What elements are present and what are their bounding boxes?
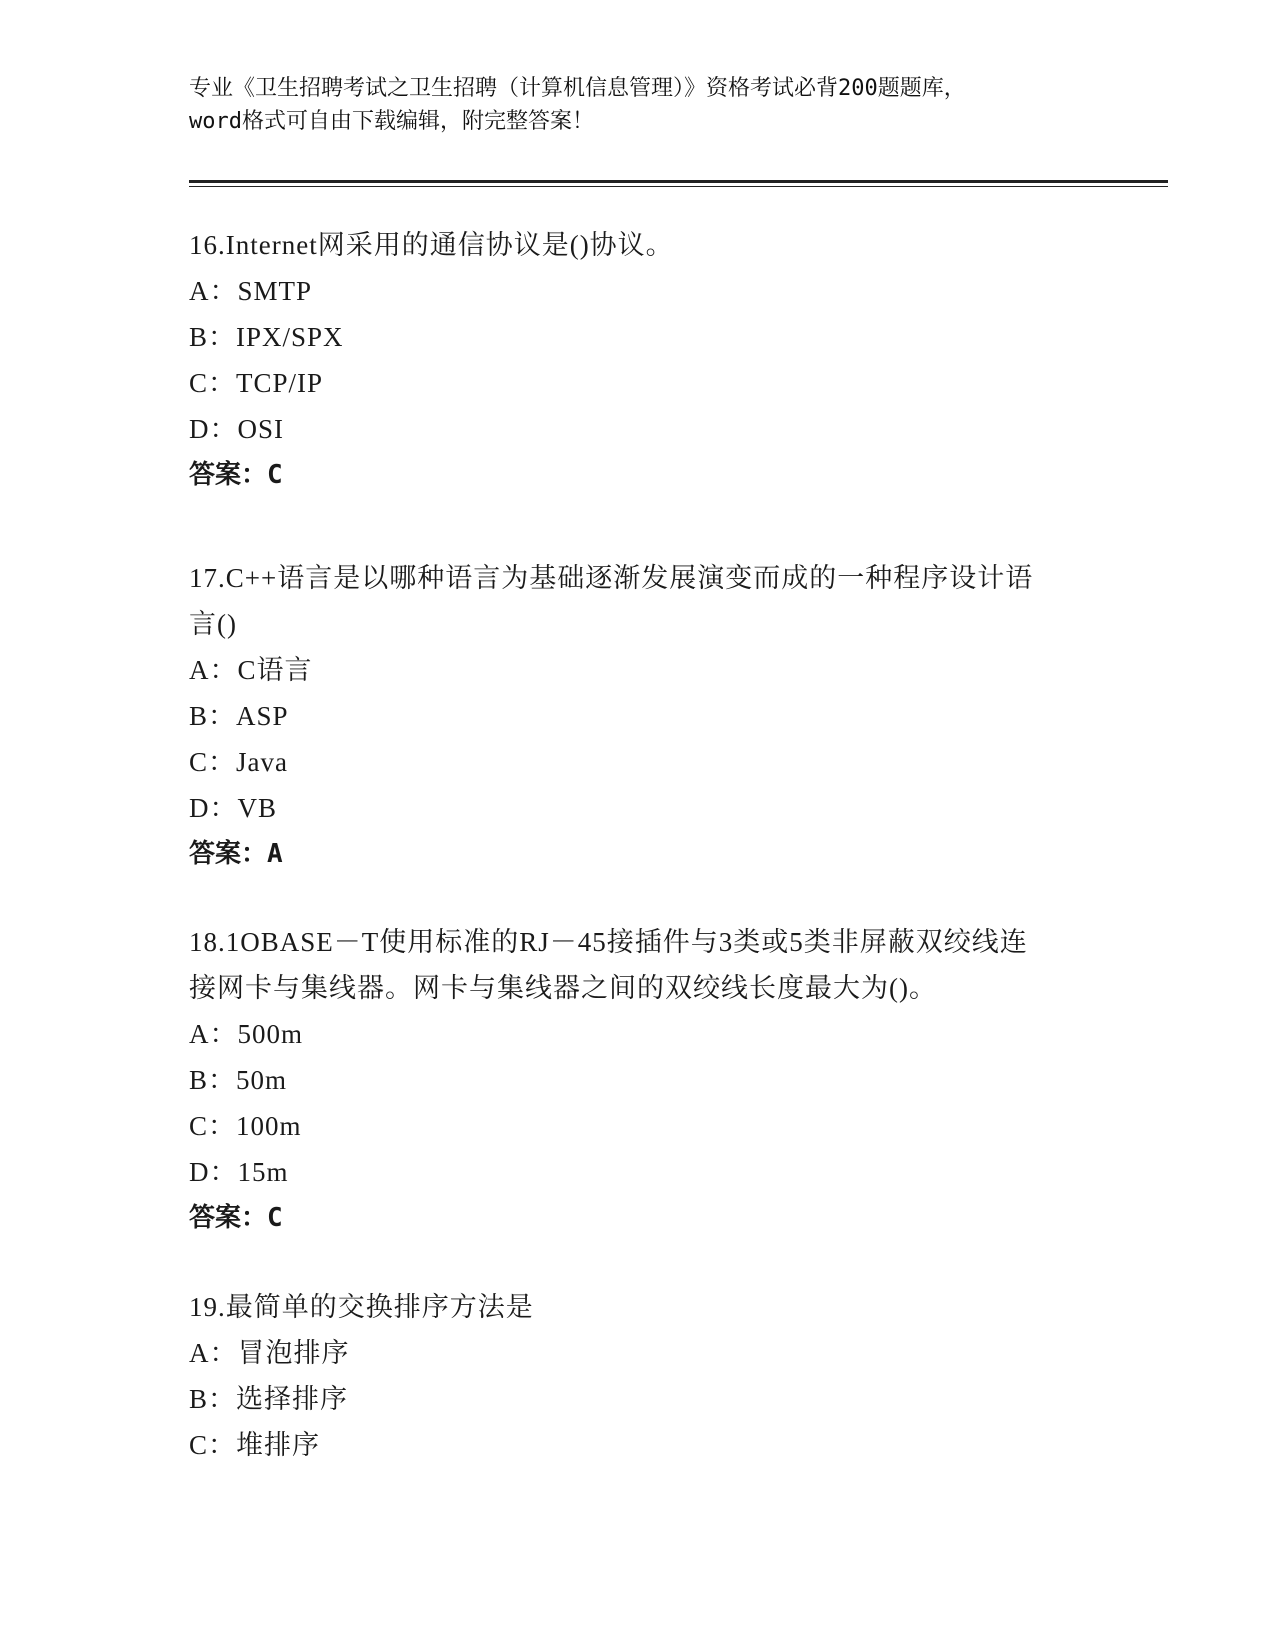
- option-a: A：冒泡排序: [189, 1338, 350, 1368]
- option-c: C：Java: [189, 747, 288, 777]
- question-17: [189, 555, 1089, 877]
- option-a: A：SMTP: [189, 276, 313, 306]
- question-stem-line-2: 言(): [189, 609, 237, 639]
- question-stem: 16.Internet网采用的通信协议是()协议。: [189, 230, 674, 260]
- question-19: [189, 1284, 1089, 1468]
- option-c: C：堆排序: [189, 1430, 321, 1460]
- question-stem-line-2: 接网卡与集线器。网卡与集线器之间的双绞线长度最大为()。: [189, 973, 937, 1003]
- option-d: D：VB: [189, 793, 278, 823]
- answer: 答案：C: [189, 1203, 283, 1233]
- header-line-1: 专业《卫生招聘考试之卫生招聘（计算机信息管理）》资格考试必背200题题库，: [189, 76, 966, 101]
- question-stem: 19.最简单的交换排序方法是: [189, 1292, 534, 1322]
- option-c: C：TCP/IP: [189, 368, 324, 398]
- answer: 答案：A: [189, 839, 283, 869]
- option-a: A：C语言: [189, 655, 313, 685]
- option-c: C：100m: [189, 1111, 302, 1141]
- document-header: [189, 72, 1089, 138]
- option-b: B：ASP: [189, 701, 289, 731]
- option-b: B：IPX/SPX: [189, 322, 344, 352]
- option-a: A：500m: [189, 1019, 303, 1049]
- header-line-2: word格式可自由下载编辑，附完整答案！: [189, 109, 594, 134]
- option-d: D：OSI: [189, 414, 285, 444]
- option-b: B：50m: [189, 1065, 288, 1095]
- answer: 答案：C: [189, 460, 283, 490]
- header-divider: [189, 180, 1168, 187]
- question-16: [189, 222, 1089, 498]
- option-b: B：选择排序: [189, 1384, 349, 1414]
- option-d: D：15m: [189, 1157, 289, 1187]
- question-stem-line-1: 18.1OBASE－T使用标准的RJ－45接插件与3类或5类非屏蔽双绞线连: [189, 927, 1028, 957]
- question-stem-line-1: 17.C++语言是以哪种语言为基础逐渐发展演变而成的一种程序设计语: [189, 563, 1034, 593]
- question-18: [189, 919, 1089, 1241]
